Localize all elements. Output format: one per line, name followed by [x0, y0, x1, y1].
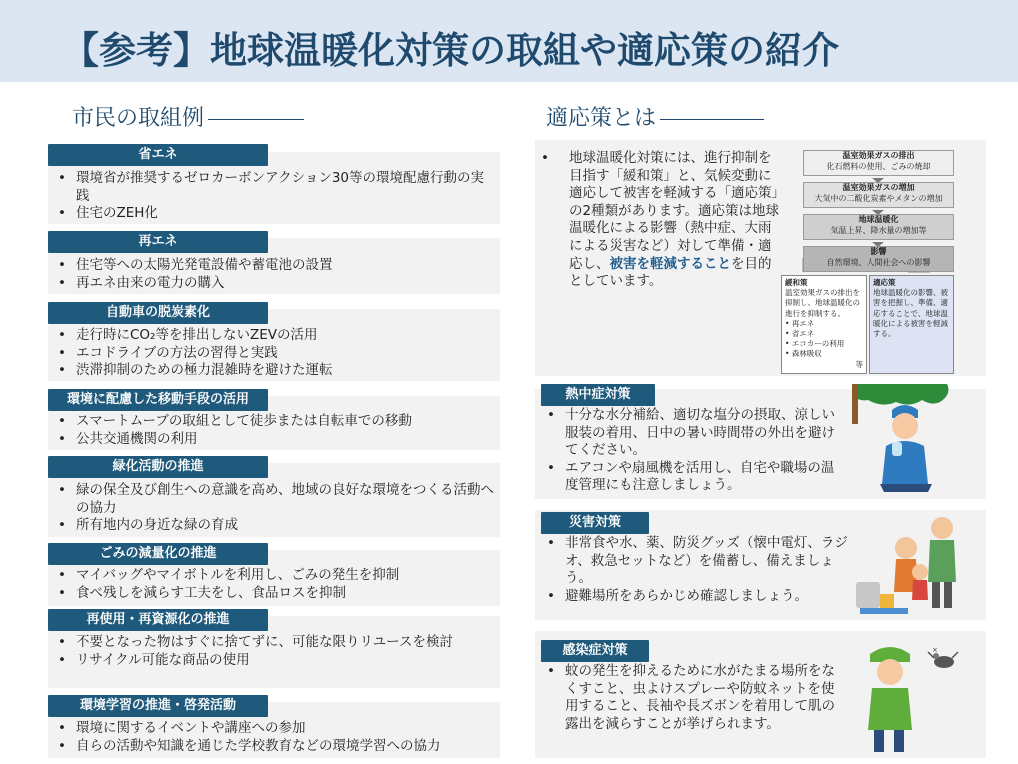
list-item: • 食べ残しを減らす工夫をし、食品ロスを抑制 [52, 585, 496, 603]
list-item: • スマートムーブの取組として徒歩または自転車での移動 [52, 413, 496, 431]
measure-list-2 [541, 663, 847, 733]
flow-step-sub: 自然環境、人間社会への影響 [826, 257, 931, 267]
section-list-0 [52, 170, 496, 223]
section-list-4 [52, 482, 496, 535]
list-item: • 避難場所をあらかじめ確認しましょう。 [541, 588, 851, 606]
disaster-illustration [850, 512, 970, 616]
section-list-1 [52, 257, 496, 292]
flow-step-increase [803, 182, 954, 208]
list-item: • 非常食や水、薬、防災グッズ（懐中電灯、ラジオ、救急セットなど）を備蓄し、備えましょう。 [541, 535, 851, 588]
flow-step-title: 温室効果ガスの増加 [842, 183, 915, 192]
section-list-3 [52, 413, 496, 448]
list-item: • 渋滞抑制のための極力混雑時を避けた運転 [52, 362, 496, 380]
flow-step-title: 地球温暖化 [858, 215, 899, 224]
section-list-2 [52, 327, 496, 380]
left-heading-rule [208, 119, 304, 120]
right-heading-rule [660, 119, 764, 120]
adaptation-box [869, 275, 954, 374]
list-item: • マイバッグやマイボトルを利用し、ごみの発生を抑制 [52, 567, 496, 585]
right-heading-text: 適応策とは [546, 106, 657, 131]
list-item: • 走行時にCO₂等を排出しないZEVの活用 [52, 327, 496, 345]
section-tag-5: ごみの減量化の推進 [48, 543, 268, 565]
adaptation-text-a: 地球温暖化対策には、進行抑制を目指す「緩和策」と、気候変動に適応して被害を軽減する「適応策」の2種類があります。適応策は地球温暖化による影響（熱中症、大雨による災害など）対して準備・適応し、 [569, 150, 780, 272]
section-tag-6: 再使用・再資源化の推進 [48, 609, 268, 631]
flow-step-emission [803, 150, 954, 176]
section-list-7 [52, 720, 496, 755]
left-heading [72, 101, 304, 132]
measure-tag-0: 熱中症対策 [541, 384, 655, 406]
flow-step-sub: 化石燃料の使用、ごみの焼却 [826, 161, 931, 171]
flow-step-warming [803, 214, 954, 240]
measure-tag-1: 災害対策 [541, 512, 649, 534]
measure-list-0 [541, 407, 841, 495]
measure-tag-2: 感染症対策 [541, 640, 649, 662]
mitigation-item: • 省エネ [785, 329, 815, 339]
mitigation-item: • エコカーの利用 [785, 339, 845, 349]
list-item: • 環境に関するイベントや講座への参加 [52, 720, 496, 738]
right-heading [546, 101, 764, 132]
list-item: • 住宅等への太陽光発電設備や蓄電池の設置 [52, 257, 496, 275]
measure-list-1 [541, 535, 851, 605]
left-heading-text: 市民の取組例 [72, 106, 205, 131]
section-tag-0: 省エネ [48, 144, 268, 166]
adaptation-text-b: を目的としています。 [569, 255, 772, 290]
list-item: • 緑の保全及び創生への意識を高め、地域の良好な環境をつくる活動への協力 [52, 482, 496, 517]
section-tag-1: 再エネ [48, 231, 268, 253]
list-item: • エコドライブの方法の習得と実践 [52, 345, 496, 363]
section-tag-3: 環境に配慮した移動手段の活用 [48, 389, 268, 411]
list-item: • 環境省が推奨するゼロカーボンアクション30等の環境配慮行動の実践 [52, 170, 496, 205]
section-tag-2: 自動車の脱炭素化 [48, 302, 268, 324]
flow-step-title: 影響 [870, 247, 887, 256]
section-tag-4: 緑化活動の推進 [48, 456, 268, 478]
mitigation-box [781, 275, 867, 374]
section-list-6 [52, 634, 496, 669]
list-item: • 公共交通機関の利用 [52, 431, 496, 449]
adaptation-text [541, 150, 779, 291]
list-item: • 再エネ由来の電力の購入 [52, 275, 496, 293]
mitigation-item: • 再エネ [785, 318, 815, 328]
mitigation-item: • 森林吸収 [785, 349, 822, 359]
adaptation-bullet: • [541, 150, 549, 166]
flow-step-sub: 大気中の二酸化炭素やメタンの増加 [814, 193, 943, 203]
mitigation-desc: 温室効果ガスの排出を抑制し、地球温暖化の進行を抑制する。 [785, 288, 860, 318]
list-item: • 不要となった物はすぐに捨てずに、可能な限りリユースを検討 [52, 634, 496, 652]
list-item: • 住宅のZEH化 [52, 205, 496, 223]
section-tag-7: 環境学習の推進・啓発活動 [48, 695, 268, 717]
list-item: • リサイクル可能な商品の使用 [52, 652, 496, 670]
mitigation-etc: 等 [855, 359, 863, 369]
section-list-5 [52, 567, 496, 602]
heatstroke-illustration [852, 384, 972, 496]
mitigation-title: 緩和策 [785, 278, 808, 287]
page-title: 【参考】地球温暖化対策の取組や適応策の紹介 [62, 29, 839, 72]
list-item: • 十分な水分補給、適切な塩分の摂取、涼しい服装の着用、日中の暑い時間帯の外出を避けてください。 [541, 407, 841, 460]
list-item: • 自らの活動や知識を通じた学校教育などの環境学習への協力 [52, 738, 496, 756]
list-item: • 所有地内の身近な緑の育成 [52, 517, 496, 535]
list-item: • 蚊の発生を抑えるために水がたまる場所をなくすこと、虫よけスプレーや防蚊ネットを使用すること、長袖や長ズボンを着用して肌の露出を減らすことが挙げられます。 [541, 663, 847, 733]
flow-step-title: 温室効果ガスの排出 [842, 151, 915, 160]
adaptation-box-title: 適応策 [873, 278, 896, 287]
list-item: • エアコンや扇風機を活用し、自宅や職場の温度管理にも注意しましょう。 [541, 460, 841, 495]
infection-illustration [852, 638, 972, 756]
adaptation-highlight: 被害を軽減すること [609, 255, 731, 272]
flow-step-sub: 気温上昇、降水量の増加等 [830, 225, 927, 235]
adaptation-body [541, 150, 779, 291]
adaptation-box-desc: 地球温暖化の影響、被害を把握し、準備、適応することで、地球温暖化による被害を軽減する。 [873, 288, 948, 339]
svg-text:×: × [932, 646, 938, 654]
